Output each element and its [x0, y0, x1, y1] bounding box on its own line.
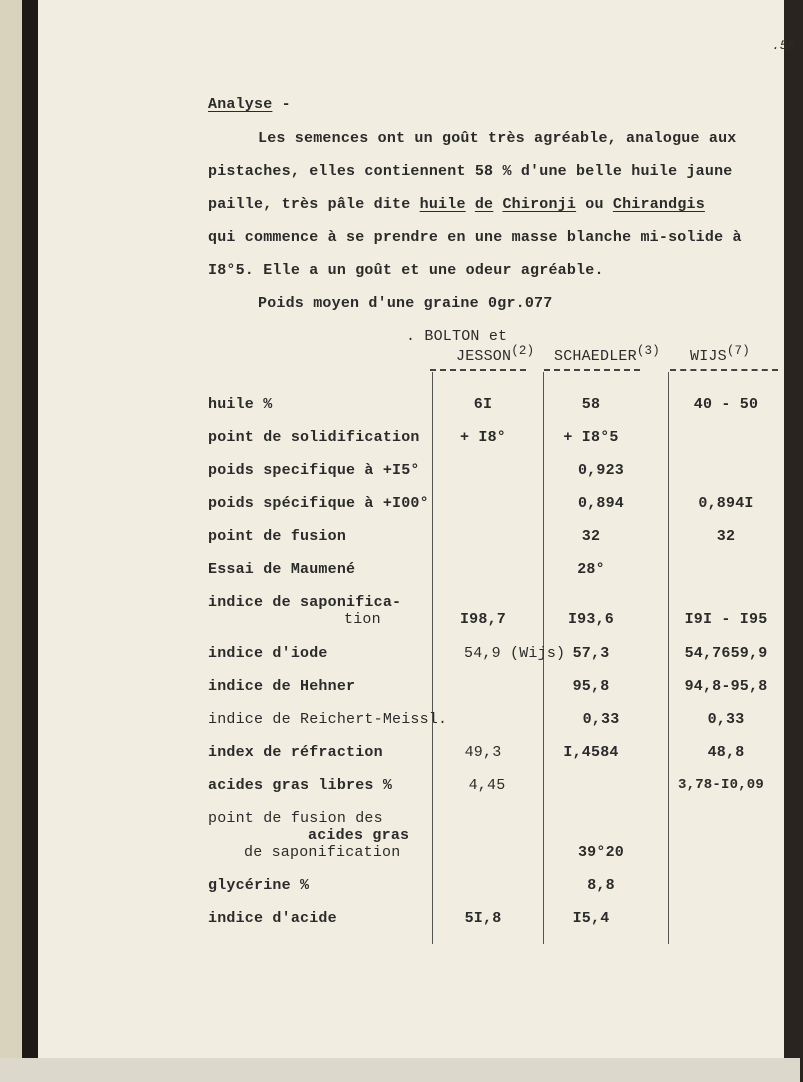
cell-schaedler: 28° [577, 561, 605, 578]
cell-schaedler: I93,6 [567, 611, 614, 628]
header-bolton-line1: . BOLTON et [406, 328, 508, 345]
cell-schaedler: 57,3 [572, 645, 610, 662]
cell-schaedler: 0,923 [577, 462, 624, 479]
row-label-line3: de saponification [244, 844, 401, 861]
line-3-start: paille, très pâle dite [208, 196, 420, 213]
paragraph-line-5: I8°5. Elle a un goût et une odeur agréable. [208, 262, 604, 279]
row-label-line2: tion [344, 611, 381, 628]
row-label: poids specifique à +I5° [208, 462, 420, 479]
row-label: point de solidification [208, 429, 420, 446]
row-label: huile % [208, 396, 273, 413]
cell-bolton: 49,3 [464, 744, 502, 761]
row-label-line1: point de fusion des [208, 810, 383, 827]
cell-schaedler: I,4584 [563, 744, 619, 761]
row-label: point de fusion [208, 528, 347, 545]
cell-schaedler: + I8°5 [563, 429, 619, 446]
underlined-de: de [474, 196, 494, 213]
cell-bolton: 54,9 (Wijs) [464, 645, 566, 662]
underlined-chironji: Chironji [502, 196, 577, 213]
header-schaedler-text: SCHAEDLER [554, 348, 637, 365]
section-heading [208, 96, 291, 113]
cell-wijs: 3,78-I0,09 [678, 777, 765, 793]
paragraph-line-2: pistaches, elles contiennent 58 % d'une belle huile jaune [208, 163, 733, 180]
cell-wijs: 48,8 [707, 744, 745, 761]
cell-schaedler: 0,33 [582, 711, 620, 728]
header-wijs-ref: (7) [726, 344, 750, 358]
bottom-strip [0, 1058, 800, 1082]
row-label: indice de Reichert-Meissl. [208, 711, 448, 728]
cell-wijs: 32 [716, 528, 736, 545]
heading-text: Analyse [208, 96, 273, 113]
row-label-line2: acides gras [308, 827, 410, 844]
paragraph-line-4: qui commence à se prendre en une masse blanche mi-solide à [208, 229, 742, 246]
row-label: glycérine % [208, 877, 310, 894]
paragraph-line-1: Les semences ont un goût très agréable, analogue aux [258, 130, 737, 147]
header-jesson-ref: (2) [511, 344, 535, 358]
header-bolton-line2 [456, 344, 534, 365]
header-jesson: JESSON [456, 348, 512, 365]
header-rule-2 [544, 369, 640, 371]
cell-wijs: 0,33 [707, 711, 745, 728]
header-rule-1 [430, 369, 526, 371]
heading-dash: - [281, 96, 291, 113]
cell-schaedler: I5,4 [572, 910, 610, 927]
header-rule-3 [670, 369, 778, 371]
cell-schaedler: 95,8 [572, 678, 610, 695]
cell-bolton: 6I [473, 396, 493, 413]
header-schaedler-ref: (3) [636, 344, 660, 358]
cell-bolton: 5I,8 [464, 910, 502, 927]
row-label: indice d'iode [208, 645, 328, 662]
cell-schaedler: 58 [581, 396, 601, 413]
underlined-chirandgis: Chirandgis [612, 196, 705, 213]
line-3-ou: ou [585, 196, 604, 213]
cell-schaedler: 0,894 [577, 495, 624, 512]
left-page-edge [0, 0, 22, 1082]
page-number: .58. [772, 38, 803, 53]
row-label-line1: indice de saponifica- [208, 594, 402, 611]
cell-schaedler: 8,8 [587, 877, 615, 894]
cell-bolton: I98,7 [459, 611, 506, 628]
column-rule-3 [668, 372, 669, 944]
cell-wijs: I9I - I95 [684, 611, 768, 628]
cell-bolton: 4,45 [468, 777, 506, 794]
book-gutter [22, 0, 38, 1082]
column-rule-1 [432, 372, 433, 944]
cell-wijs: 94,8-95,8 [684, 678, 768, 695]
cell-wijs: 54,7659,9 [684, 645, 768, 662]
cell-schaedler: 39°20 [577, 844, 624, 861]
header-wijs-text: WIJS [690, 348, 727, 365]
header-wijs [690, 344, 750, 365]
row-label: acides gras libres % [208, 777, 393, 794]
paragraph-line-3 [208, 196, 705, 213]
cell-schaedler: 32 [581, 528, 601, 545]
cell-wijs: 40 - 50 [693, 396, 759, 413]
grain-weight-line: Poids moyen d'une graine 0gr.077 [258, 295, 553, 312]
header-schaedler [554, 344, 660, 365]
row-label: poids spécifique à +I00° [208, 495, 429, 512]
row-label: Essai de Maumené [208, 561, 356, 578]
cell-wijs: 0,894I [698, 495, 754, 512]
row-label: indice d'acide [208, 910, 337, 927]
underlined-huile: huile [419, 196, 466, 213]
row-label: index de réfraction [208, 744, 383, 761]
cell-bolton: + I8° [459, 429, 506, 446]
row-label: indice de Hehner [208, 678, 356, 695]
document-page [38, 0, 803, 1058]
